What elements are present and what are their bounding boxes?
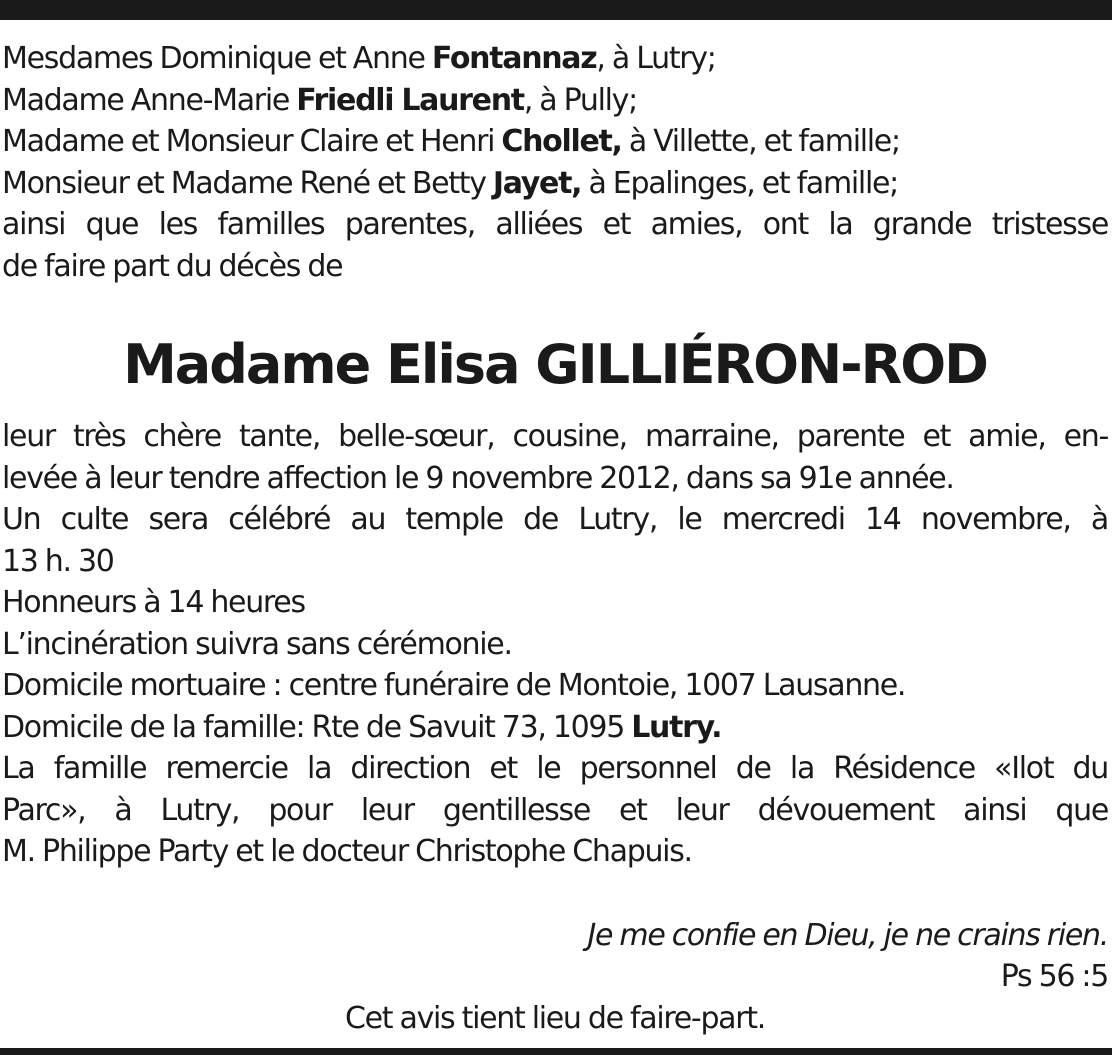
relation-line-1: leur très chère tante, belle-sœur, cousine, marraine, parente et amie, en- xyxy=(2,419,1108,454)
family-text: Madame et Monsieur Claire et Henri xyxy=(2,124,502,159)
family-home-address: Domicile de la famille: Rte de Savuit 73, 1095 xyxy=(2,709,632,745)
thanks-line-2: Parc», à Lutry, pour leur gentillesse et leur dévouement ainsi que xyxy=(2,792,1108,828)
bible-verse: Je me confie en Dieu, je ne crains rien. xyxy=(587,917,1108,953)
family-location: à Epalinges, et famille; xyxy=(581,165,898,201)
family-name: Chollet, xyxy=(501,124,622,159)
family-name: Friedli Laurent xyxy=(296,82,524,118)
service-line-1: Un culte sera célébré au temple de Lutry, le mercredi 14 novembre, à xyxy=(2,502,1108,537)
thanks-line-3: M. Philippe Party et le docteur Christophe Chapuis. xyxy=(2,834,692,869)
family-text: Madame Anne-Marie xyxy=(2,82,297,118)
intro-line-1: ainsi que les familles parentes, alliées et amies, ont la grande tristesse xyxy=(2,207,1108,242)
family-location: à Villette, et famille; xyxy=(621,124,900,159)
service-line-2: 13 h. 30 xyxy=(2,543,114,579)
family-home-line xyxy=(2,707,1108,749)
death-notice xyxy=(2,38,1108,1039)
family-location: , à Lutry; xyxy=(596,41,716,76)
honours-line: Honneurs à 14 heures xyxy=(2,585,305,620)
family-name: Fontannaz xyxy=(431,41,597,76)
family-line-friedli-laurent xyxy=(2,80,1108,122)
bottom-rule xyxy=(0,1048,1112,1055)
family-location: , à Pully; xyxy=(523,82,637,118)
family-text: Monsieur et Madame René et Betty xyxy=(2,165,493,201)
family-line-jayet xyxy=(2,163,1108,205)
intro-line-2: de faire part du décès de xyxy=(2,248,343,284)
family-line-chollet xyxy=(2,121,1108,163)
family-line-fontannaz xyxy=(2,38,1108,80)
family-text: Mesdames Dominique et Anne xyxy=(2,41,432,76)
family-home-town: Lutry. xyxy=(631,709,722,745)
spacer xyxy=(2,873,1108,915)
thanks-line-1: La famille remercie la direction et le personnel de la Résidence «Ilot du xyxy=(2,751,1108,786)
verse-reference: Ps 56 :5 xyxy=(1000,959,1108,994)
closing-note: Cet avis tient lieu de faire-part. xyxy=(344,1000,766,1036)
top-rule xyxy=(0,0,1112,20)
mortuary-line: Domicile mortuaire : centre funéraire de Montoie, 1007 Lausanne. xyxy=(2,668,906,703)
cremation-line: L’incinération suivra sans cérémonie. xyxy=(2,626,512,662)
relation-line-2: levée à leur tendre affection le 9 novembre 2012, dans sa 91e année. xyxy=(2,460,954,496)
family-name: Jayet, xyxy=(492,165,582,201)
deceased-name: Madame Elisa GILLIÉRON-ROD xyxy=(123,333,987,396)
